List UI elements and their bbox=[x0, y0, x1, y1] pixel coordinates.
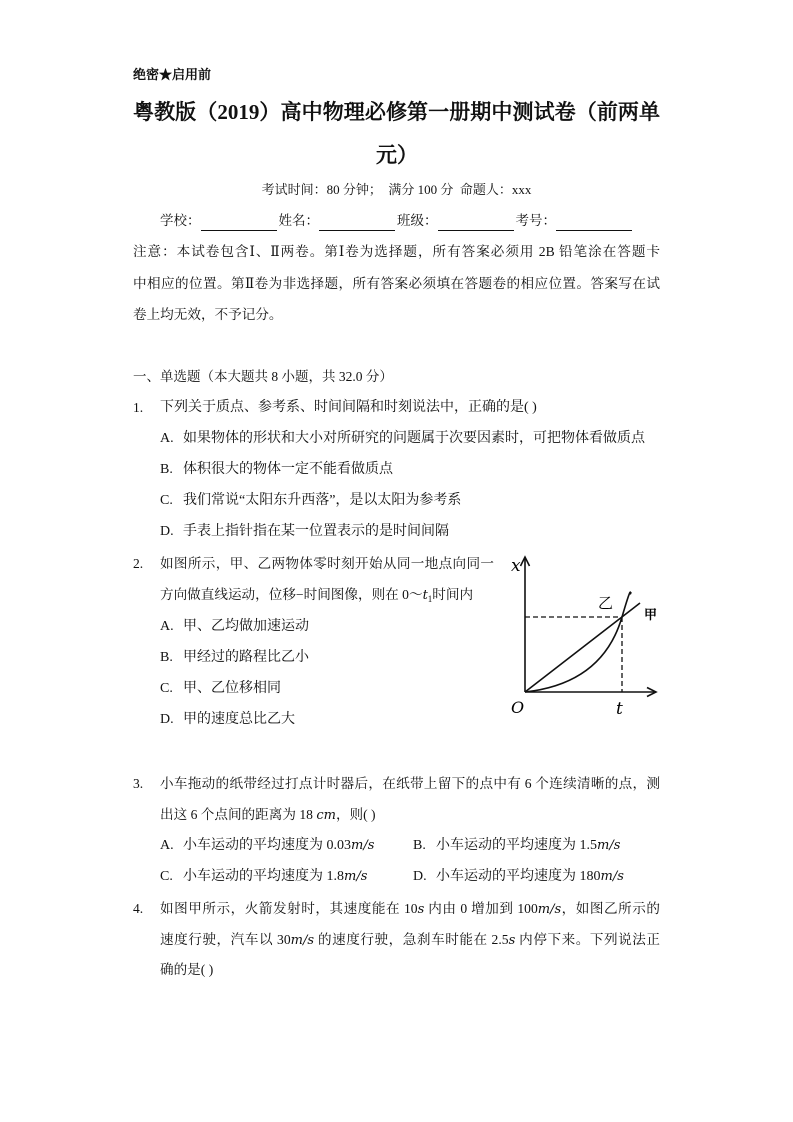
student-info-row bbox=[160, 211, 634, 231]
unit: m/s bbox=[290, 933, 315, 948]
option-label: C. bbox=[160, 869, 173, 884]
option-text: 我们常说“太阳东升西落”，是以太阳为参考系 bbox=[183, 493, 462, 508]
option-text: 甲、乙均做加速运动 bbox=[183, 619, 309, 634]
unit: m/s bbox=[351, 838, 375, 853]
question-stem-line-3: 确的是( ) bbox=[160, 962, 214, 977]
unit: s bbox=[417, 902, 425, 917]
stem-text: 速度行驶，汽车以 30 bbox=[160, 932, 291, 947]
y-axis-label: x bbox=[511, 556, 521, 576]
option-label: C. bbox=[160, 493, 173, 508]
option-a bbox=[160, 429, 645, 449]
class-label: 班级： bbox=[397, 213, 438, 228]
option-label: D. bbox=[160, 524, 174, 539]
name-blank bbox=[319, 215, 395, 231]
option-text: 小车运动的平均速度为 1.8 bbox=[183, 869, 344, 884]
name-label: 姓名： bbox=[278, 213, 319, 228]
notice-line-1: 注意：本试卷包含Ⅰ、Ⅱ两卷。第Ⅰ卷为选择题，所有答案必须用 2B 铅笔涂在答题卡 bbox=[133, 244, 660, 259]
question-number: 4. bbox=[133, 901, 144, 916]
option-b bbox=[413, 836, 620, 856]
question-stem-line-1: 小车拖动的纸带经过打点计时器后，在纸带上留下的点中有 6 个连续清晰的点，测 bbox=[160, 776, 660, 791]
option-a bbox=[160, 617, 309, 637]
option-text: 甲、乙位移相同 bbox=[183, 681, 281, 696]
unit: m/s bbox=[344, 869, 368, 884]
line-jia-label: 甲 bbox=[644, 608, 658, 623]
confidential-label: 绝密★启用前 bbox=[133, 67, 212, 82]
displacement-time-graph bbox=[500, 548, 670, 723]
exam-info: 考试时间：80 分钟； 满分 100 分 命题人：xxx bbox=[261, 182, 532, 197]
option-c bbox=[160, 867, 367, 887]
option-label: A. bbox=[160, 619, 174, 634]
question-number: 1. bbox=[133, 400, 144, 415]
curve-yi-label: 乙 bbox=[598, 594, 614, 612]
option-label: B. bbox=[160, 462, 173, 477]
option-c bbox=[160, 679, 281, 699]
unit: m/s bbox=[537, 902, 562, 917]
origin-label: O bbox=[511, 698, 525, 717]
notice-line-2: 中相应的位置。第Ⅱ卷为非选择题，所有答案必须填在答题卷的相应位置。答案写在试 bbox=[133, 276, 660, 291]
question-number: 2. bbox=[133, 556, 144, 571]
unit: s bbox=[508, 933, 516, 948]
id-label: 考号： bbox=[515, 213, 556, 228]
question-stem-line-2 bbox=[160, 930, 660, 950]
option-label: C. bbox=[160, 681, 173, 696]
id-blank bbox=[556, 215, 632, 231]
stem-text: 出这 6 个点间的距离为 18 bbox=[160, 807, 317, 822]
question-number: 3. bbox=[133, 776, 144, 791]
option-a bbox=[160, 836, 374, 856]
option-c bbox=[160, 491, 461, 511]
question-stem-line-1: 如图所示，甲、乙两物体零时刻开始从同一地点向同一 bbox=[160, 556, 494, 571]
school-blank bbox=[201, 215, 277, 231]
option-label: A. bbox=[160, 431, 174, 446]
option-text: 小车运动的平均速度为 0.03 bbox=[183, 838, 351, 853]
option-text: 甲的速度总比乙大 bbox=[183, 712, 295, 727]
question-stem-line-2 bbox=[160, 585, 473, 605]
stem-text: 时间内 bbox=[432, 587, 474, 602]
question-stem-line-2 bbox=[160, 805, 376, 825]
unit: m/s bbox=[600, 869, 624, 884]
option-label: B. bbox=[413, 838, 426, 853]
option-text: 体积很大的物体一定不能看做质点 bbox=[183, 462, 393, 477]
exam-title-line1: 粤教版（2019）高中物理必修第一册期中测试卷（前两单 bbox=[133, 100, 660, 124]
option-label: A. bbox=[160, 838, 174, 853]
section-heading: 一、单选题（本大题共 8 小题，共 32.0 分） bbox=[133, 369, 393, 384]
time-variable: t bbox=[422, 588, 428, 603]
option-text: 如果物体的形状和大小对所研究的问题属于次要因素时，可把物体看做质点 bbox=[183, 431, 645, 446]
question-stem: 下列关于质点、参考系、时间间隔和时刻说法中，正确的是( ) bbox=[160, 400, 537, 415]
option-label: D. bbox=[160, 712, 174, 727]
stem-text: ，如图乙所示的 bbox=[561, 901, 660, 916]
option-text: 小车运动的平均速度为 180 bbox=[436, 869, 601, 884]
x-axis-label: t bbox=[616, 699, 623, 719]
option-label: D. bbox=[413, 869, 427, 884]
option-d bbox=[413, 867, 624, 887]
stem-text: 方向做直线运动，位移−时间图像，则在 0～ bbox=[160, 587, 423, 602]
option-b bbox=[160, 460, 393, 480]
time-subscript: 1 bbox=[427, 594, 433, 604]
option-d bbox=[160, 522, 449, 542]
curve-yi bbox=[525, 592, 631, 692]
stem-text: 如图甲所示，火箭发射时，其速度能在 10 bbox=[160, 901, 418, 916]
school-label: 学校： bbox=[160, 213, 201, 228]
unit: m/s bbox=[597, 838, 621, 853]
option-text: 手表上指针指在某一位置表示的是时间间隔 bbox=[183, 524, 449, 539]
class-blank bbox=[438, 215, 514, 231]
exam-title-line2: 元） bbox=[376, 143, 418, 167]
option-text: 甲经过的路程比乙小 bbox=[183, 650, 309, 665]
unit: cm bbox=[316, 808, 336, 823]
stem-text: 的速度行驶，急刹车时能在 2.5 bbox=[314, 932, 509, 947]
question-stem-line-1 bbox=[160, 899, 660, 919]
option-text: 小车运动的平均速度为 1.5 bbox=[436, 838, 597, 853]
option-b bbox=[160, 648, 309, 668]
stem-text: 内由 0 增加到 100 bbox=[424, 901, 538, 916]
option-d bbox=[160, 710, 295, 730]
stem-text: ，则( ) bbox=[335, 807, 376, 822]
option-label: B. bbox=[160, 650, 173, 665]
notice-line-3: 卷上均无效，不予记分。 bbox=[133, 307, 283, 322]
stem-text: 内停下来。下列说法正 bbox=[515, 932, 660, 947]
